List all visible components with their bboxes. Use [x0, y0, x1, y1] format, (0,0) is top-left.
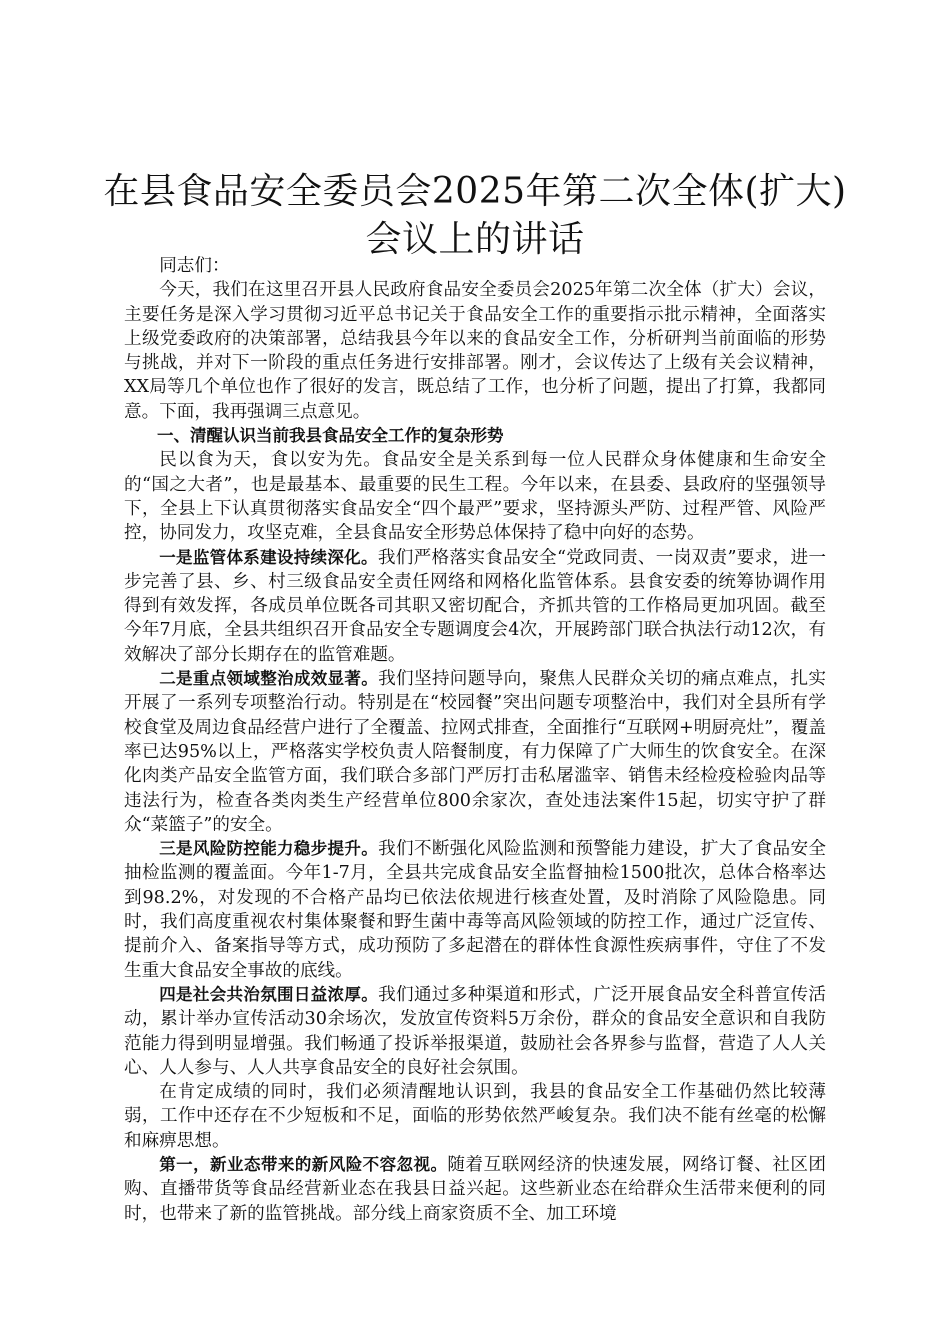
intro-paragraph: 今天，我们在这里召开县人民政府食品安全委员会2025年第二次全体（扩大）会议，主要任务是深入学习贯彻习近平总书记关于食品安全工作的重要指示批示精神，全面落实上级党委政府的决策部署，总结我县今年以来的食品安全工作，分析研判当前面临的形势与挑战，并对下一阶段的重点任务进行安排部署。刚才，会议传达了上级有关会议精神，XX局等几个单位也作了很好的发言，既总结了工作，也分析了问题，提出了打算，我都同意。下面，我再强调三点意见。	[124, 280, 826, 422]
point-paragraph-1	[124, 546, 826, 667]
point-lead-4: 四是社会共治氛围日益浓厚。	[159, 984, 379, 1004]
point-lead-2: 二是重点领域整治成效显著。	[159, 669, 379, 689]
section-heading-1: 一、清醒认识当前我县食品安全工作的复杂形势	[157, 426, 504, 446]
point-paragraph-2	[124, 667, 826, 837]
salutation: 同志们：	[159, 256, 230, 276]
point-paragraph-3	[124, 837, 826, 983]
document-title	[80, 168, 870, 264]
point-text-1: 我们严格落实食品安全“党政同责、一岗双责”要求，进一步完善了县、乡、村三级食品安全责任网络和网格化监管体系。县食安委的统筹协调作用得到有效发挥，各成员单位既各司其职又密切配合，齐抓共管的工作格局更加巩固。截至今年7月底，全县共组织召开食品安全专题调度会4次，开展跨部门联合执法行动12次，有效解决了部分长期存在的监管难题。	[124, 547, 827, 665]
title-line-1: 在县食品安全委员会2025年第二次全体(扩大)	[103, 171, 847, 212]
point-text-2: 我们坚持问题导向，聚焦人民群众关切的痛点难点，扎实开展了一系列专项整治行动。特别是在“校园餐”突出问题专项整治中，我们对全县所有学校食堂及周边食品经营户进行了全覆盖、拉网式排查，全面推行“互联网+明厨亮灶”，覆盖率已达95%以上，严格落实学校负责人陪餐制度，有力保障了广大师生的饮食安全。在深化肉类产品安全监管方面，我们联合多部门严厉打击私屠滥宰、销售未经检疫检验肉品等违法行为，检查各类肉类生产经营单位800余家次，查处违法案件15起，切实守护了群众“菜篮子”的安全。	[124, 669, 827, 835]
section1-intro-paragraph: 民以食为天，食以安为先。食品安全是关系到每一位人民群众身体健康和生命安全的“国之大者”，也是最基本、最重要的民生工程。今年以来，在县委、县政府的坚强领导下，全县上下认真贯彻落实食品安全“四个最严”要求，坚持源头严防、过程严管、风险严控，协同发力，攻坚克难，全县食品安全形势总体保持了稳中向好的态势。	[124, 450, 826, 544]
point-paragraph-4	[124, 983, 826, 1080]
risk-text-1: 随着互联网经济的快速发展，网络订餐、社区团购、直播带货等食品经营新业态在我县日益兴起。这些新业态在给群众生活带来便利的同时，也带来了新的监管挑战。部分线上商家资质不全、加工环境	[124, 1154, 826, 1224]
transition-paragraph: 在肯定成绩的同时，我们必须清醒地认识到，我县的食品安全工作基础仍然比较薄弱，工作中还存在不少短板和不足，面临的形势依然严峻复杂。我们决不能有丝毫的松懈和麻痹思想。	[124, 1082, 826, 1151]
title-line-2: 会议上的讲话	[365, 219, 585, 260]
point-text-4: 我们通过多种渠道和形式，广泛开展食品安全科普宣传活动，累计举办宣传活动30余场次，发放宣传资料5万余份，群众的食品安全意识和自我防范能力得到明显增强。我们畅通了投诉举报渠道，鼓励社会各界参与监督，营造了人人关心、人人参与、人人共享食品安全的良好社会氛围。	[124, 984, 827, 1078]
risk-paragraph-1	[124, 1153, 826, 1226]
point-lead-3: 三是风险防控能力稳步提升。	[159, 839, 379, 859]
risk-lead-1: 第一，新业态带来的新风险不容忽视。	[159, 1154, 448, 1174]
document-body	[124, 254, 826, 1226]
point-lead-1: 一是监管体系建设持续深化。	[159, 547, 378, 567]
point-text-3: 我们不断强化风险监测和预警能力建设，扩大了食品安全抽检监测的覆盖面。今年1-7月，全县共完成食品安全监督抽检1500批次，总体合格率达到98.2%，对发现的不合格产品均已依法依规进行核查处置，及时消除了风险隐患。同时，我们高度重视农村集体聚餐和野生菌中毒等高风险领域的防控工作，通过广泛宣传、提前介入、备案指导等方式，成功预防了多起潜在的群体性食源性疾病事件，守住了不发生重大食品安全事故的底线。	[124, 839, 827, 981]
